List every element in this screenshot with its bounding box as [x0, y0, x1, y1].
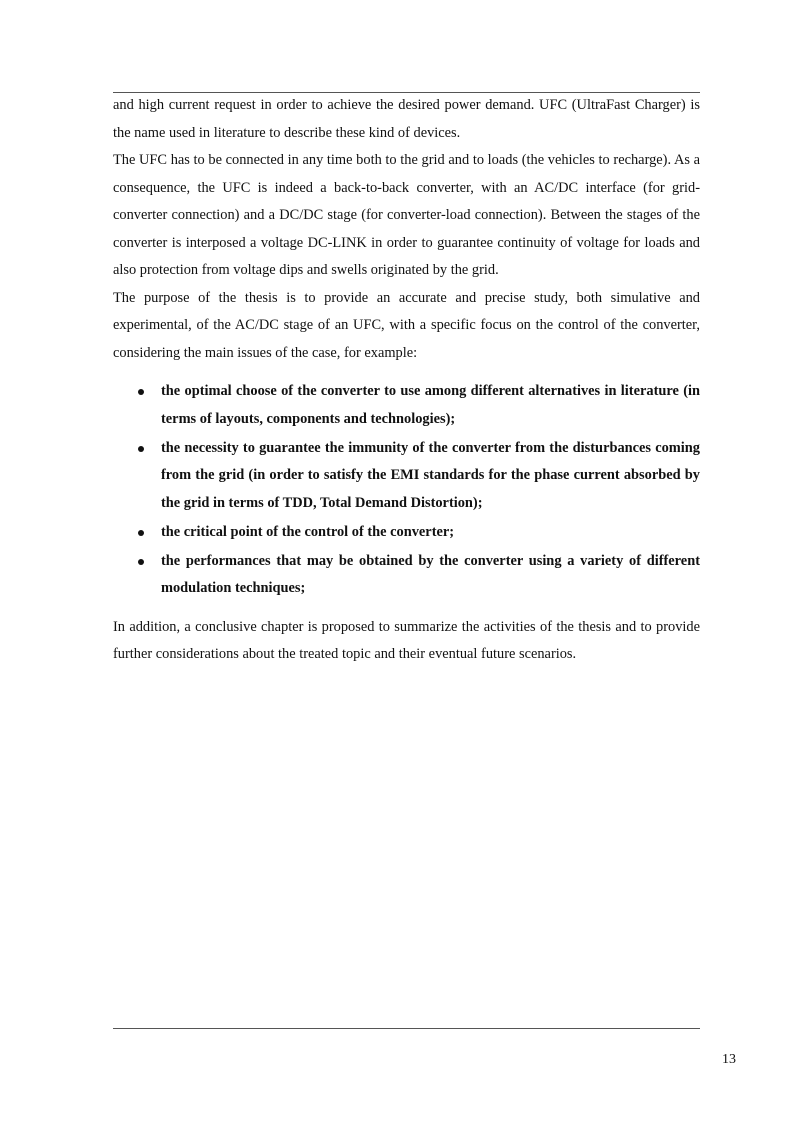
paragraph-intro: and high current request in order to achieve the desired power demand. UFC (UltraFast Charger) is the name used in literature to describe these kind of devices.	[113, 97, 700, 141]
paragraph-ufc-connection: The UFC has to be connected in any time both to the grid and to loads (the vehicles to recharge). As a consequence, the UFC is indeed a back-to-back converter, with an AC/DC interface (for grid-converter connection) and a DC/DC stage (for converter-load connection). Between the stages of the converter is interposed a voltage DC-LINK in order to guarantee continuity of voltage for loads and also protection from voltage dips and swells originated by the grid.	[113, 152, 700, 278]
bullet-icon	[138, 446, 144, 452]
list-item	[113, 548, 700, 603]
paragraph-conclusion: In addition, a conclusive chapter is proposed to summarize the activities of the thesis and to provide further considerations about the treated topic and their eventual future scenarios.	[113, 618, 700, 662]
bullet-text: the optimal choose of the converter to use among different alternatives in literature (in terms of layouts, components and technologies);	[161, 383, 700, 427]
page-number: 13	[722, 1052, 736, 1067]
bullet-text: the performances that may be obtained by the converter using a variety of different modulation techniques;	[161, 552, 700, 596]
list-item	[113, 519, 700, 547]
bullet-text: the necessity to guarantee the immunity of the converter from the disturbances coming from the grid (in order to satisfy the EMI standards for the phase current absorbed by the grid in terms of TDD, Total Demand Distortion);	[161, 439, 700, 511]
page-body	[113, 92, 700, 669]
issues-bullet-list	[113, 378, 700, 603]
list-item	[113, 435, 700, 518]
bullet-icon	[138, 530, 144, 536]
bullet-icon	[138, 559, 144, 565]
paragraph-thesis-purpose: The purpose of the thesis is to provide an accurate and precise study, both simulative and experimental, of the AC/DC stage of an UFC, with a specific focus on the control of the converter, considering the main issues of the case, for example:	[113, 289, 700, 361]
bullet-icon	[138, 389, 144, 395]
bullet-text: the critical point of the control of the converter;	[161, 523, 455, 540]
footer-rule	[113, 1028, 700, 1029]
list-item	[113, 378, 700, 433]
